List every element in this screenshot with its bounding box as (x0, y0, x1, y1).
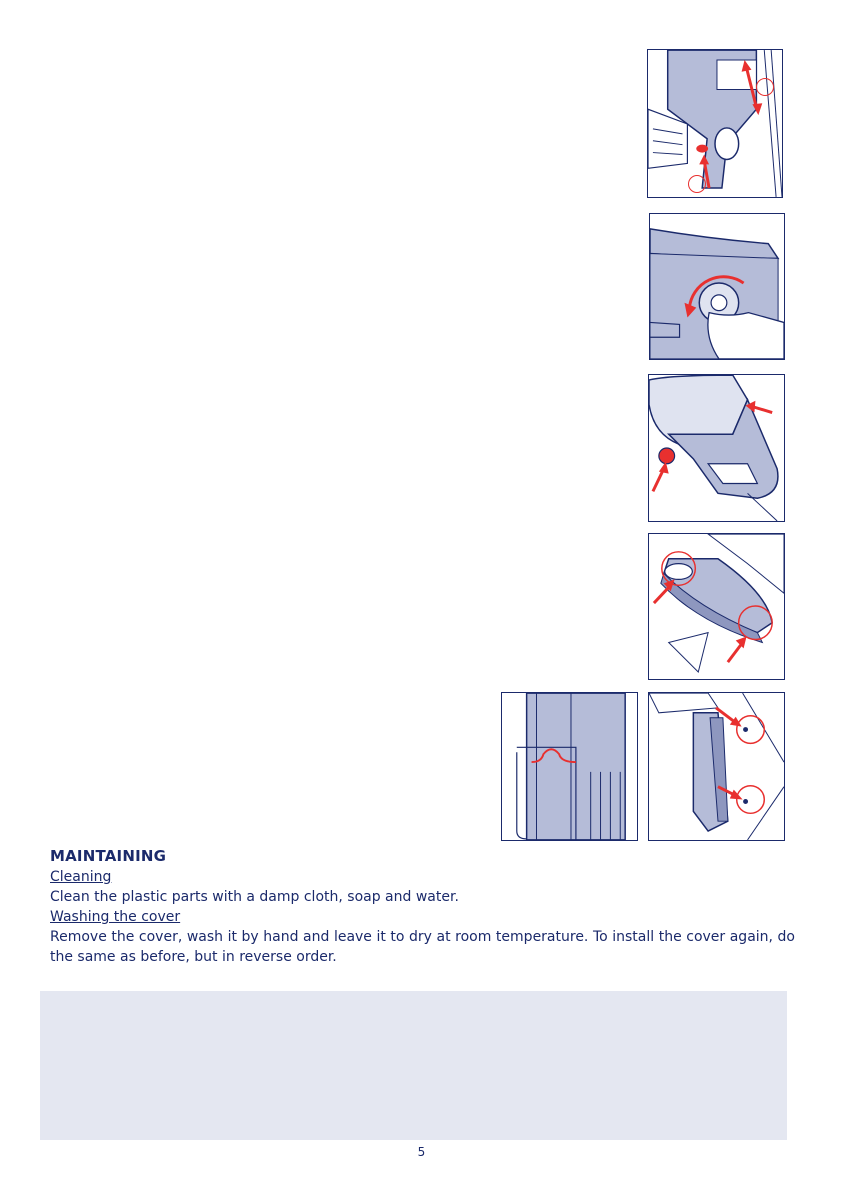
figure-cover-detail (501, 692, 638, 841)
cleaning-text: Clean the plastic parts with a damp cloth, soap and water. (50, 889, 459, 905)
side-clips-illustration (649, 693, 784, 840)
grey-panel (40, 991, 787, 1140)
figure-side-clips (648, 692, 785, 841)
cover-detail-illustration (502, 693, 637, 840)
washing-text: Remove the cover, wash it by hand and leave it to dry at room temperature. To install the cover again, do the same as before, but in reverse order. (50, 929, 795, 965)
maintaining-section (50, 846, 795, 967)
figure-tray-fit (648, 533, 785, 680)
washing-subheading: Washing the cover (50, 909, 181, 925)
maintaining-heading: MAINTAINING (50, 847, 167, 865)
figure-recline-adjust (647, 49, 783, 198)
rotate-knob-illustration (650, 214, 784, 359)
figure-tray-release (648, 374, 785, 522)
step-marker-2 (688, 175, 706, 193)
cleaning-subheading: Cleaning (50, 869, 112, 885)
tray-fit-illustration (649, 534, 784, 679)
recline-adjust-illustration (648, 50, 782, 197)
tray-release-illustration (649, 375, 784, 521)
page-number: 5 (417, 1145, 426, 1159)
step-marker-1 (756, 78, 774, 96)
figure-rotate-knob (649, 213, 785, 360)
